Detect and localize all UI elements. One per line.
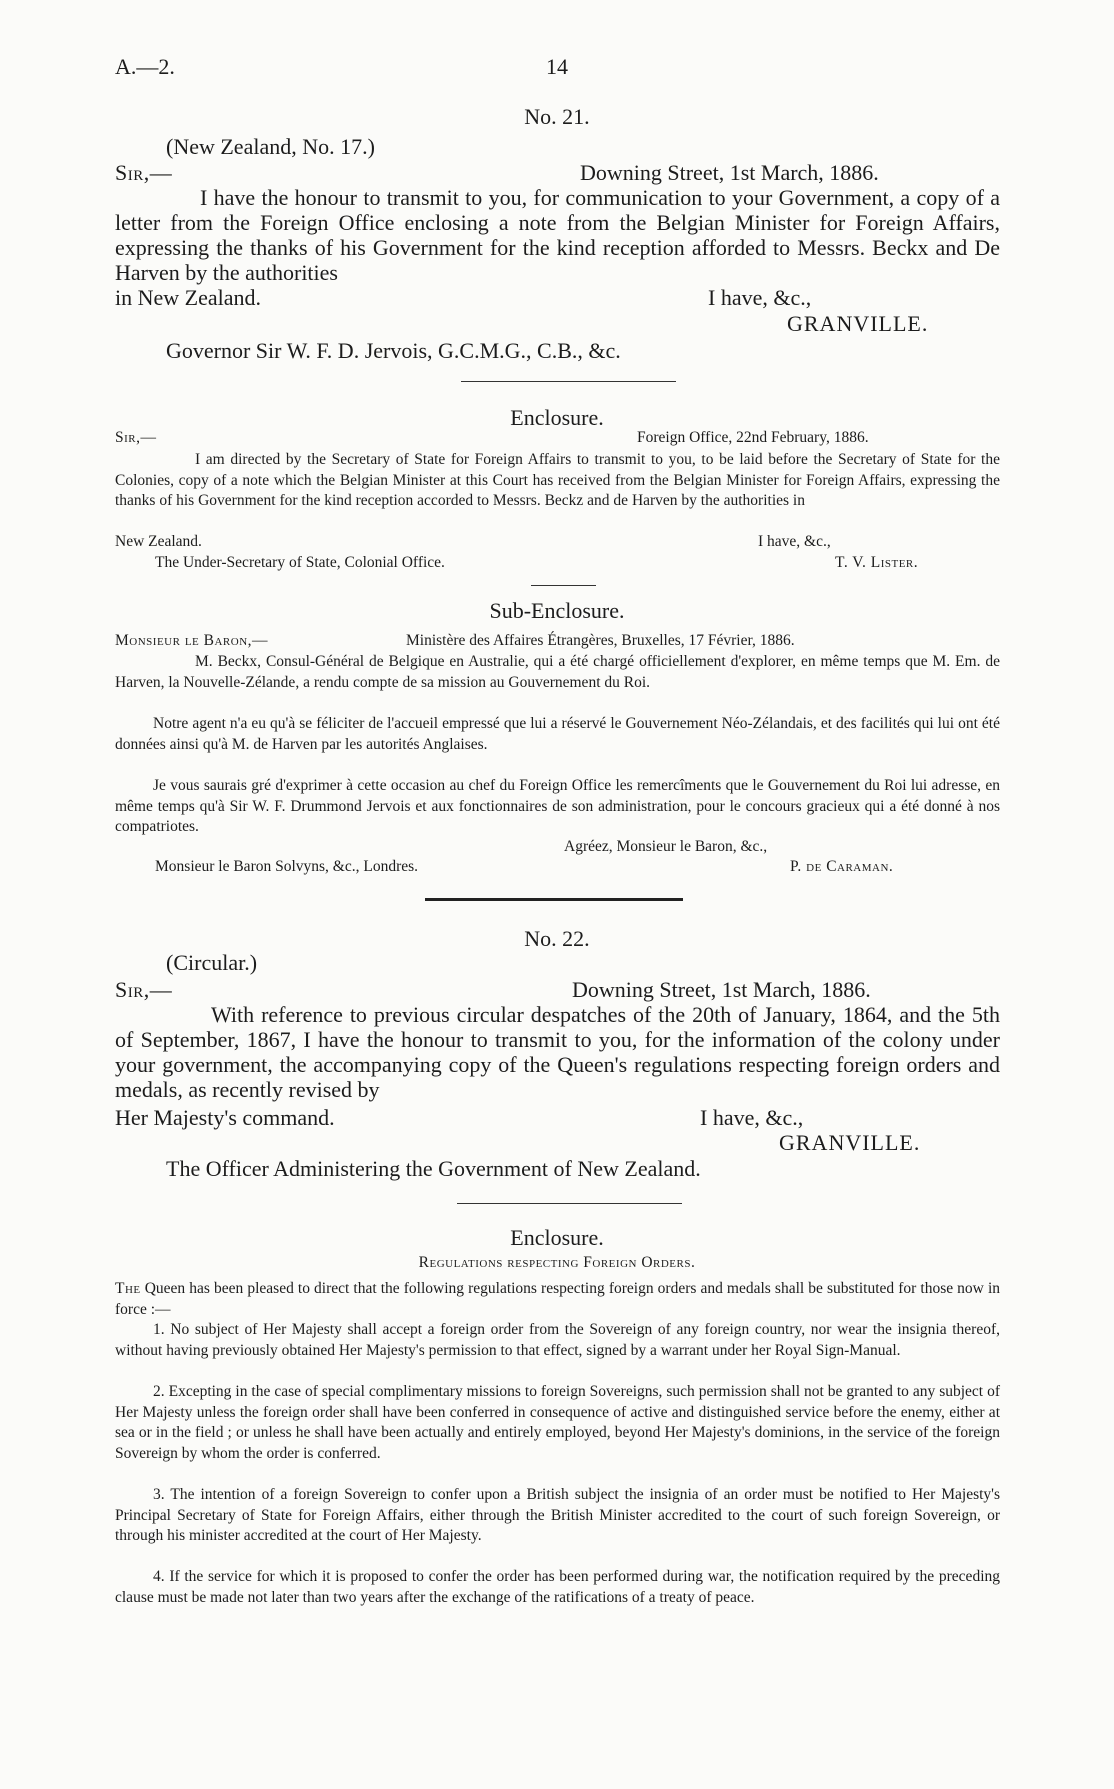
letter-22-closing: I have, &c., — [700, 1105, 804, 1130]
letter-21-signature: GRANVILLE. — [787, 311, 929, 336]
letter-21-number: No. 21. — [524, 104, 590, 129]
enclosure-1-signature: T. V. Lister. — [835, 554, 919, 571]
sub-enclosure-title: Sub-Enclosure. — [489, 598, 625, 623]
regulations-heading: Regulations respecting Foreign Orders. — [418, 1254, 696, 1271]
document-reference: A.—2. — [115, 54, 175, 79]
enclosure-2-title: Enclosure. — [510, 1225, 604, 1250]
sub-enclosure-paragraph-2: Notre agent n'a eu qu'à se féliciter de l'accueil empressé que lui a réservé le Gouvernement Néo-Zélandais, et des facilités qui lui ont été données ainsi qu'à M. de Harven par les autorités Anglaises. — [115, 715, 1000, 753]
enclosure-1-closing: I have, &c., — [758, 533, 831, 550]
letter-22-body: With reference to previous circular despatches of the 20th of January, 1864, and the 5th of September, 1867, I have the honour to transmit to you, for the information of the colony under your government, the accompanying copy of the Queen's regulations respecting foreign orders and medals, as recently revised by — [115, 1002, 1000, 1102]
sub-enclosure-salutation: Monsieur le Baron,— — [115, 632, 269, 649]
enclosure-1-dateline: Foreign Office, 22nd February, 1886. — [637, 429, 869, 446]
page-number: 14 — [546, 54, 568, 79]
regulations-intro-text: Queen has been pleased to direct that the following regulations respecting foreign orders and medals shall be substituted for those now in force :— — [115, 1280, 1001, 1318]
letter-22-salutation: Sir,— — [115, 977, 173, 1002]
letter-21-closing: I have, &c., — [708, 285, 812, 310]
letter-21-salutation: Sir,— — [115, 160, 173, 185]
sub-enclosure-dateline: Ministère des Affaires Étrangères, Bruxelles, 17 Février, 1886. — [406, 632, 795, 649]
regulation-item: 1. No subject of Her Majesty shall accept a foreign order from the Sovereign of any foreign country, nor wear the insignia thereof, without having previously obtained Her Majesty's permission to that effect, signed by a warrant under her Royal Sign-Manual. — [115, 1321, 1000, 1359]
section-divider — [461, 381, 676, 382]
thick-divider — [425, 898, 683, 901]
letter-22-subtitle: (Circular.) — [166, 950, 258, 975]
letter-21-body-last-line: in New Zealand. — [115, 285, 261, 310]
regulation-item: 2. Excepting in the case of special complimentary missions to foreign Sovereigns, such permission shall not be granted to any subject of Her Majesty unless the foreign order shall have been conferred in consequence of active and distinguished service before the enemy, either at sea or in the field ; or unless he shall have been actually and entirely employed, beyond Her Majesty's dominions, in the service of the foreign Sovereign by whom the order is conferred. — [115, 1383, 1000, 1462]
letter-21-dateline: Downing Street, 1st March, 1886. — [580, 160, 879, 185]
sub-enclosure-closing: Agréez, Monsieur le Baron, &c., — [564, 838, 768, 855]
letter-22-dateline: Downing Street, 1st March, 1886. — [572, 977, 871, 1002]
enclosure-1-body-last-line: New Zealand. — [115, 533, 202, 550]
sub-enclosure-paragraph-3: Je vous saurais gré d'exprimer à cette occasion au chef du Foreign Office les remercîments que le Gouvernement du Roi lui adresse, en même temps qu'à Sir W. F. Drummond Jervois et aux fonctionnaires de son administration, pour le concours gracieux qui a été donné à nos compatriotes. — [115, 777, 1000, 835]
regulation-item: 4. If the service for which it is proposed to confer the order has been performed during war, the notification required by the preceding clause must be made not later than two years after the exchange of the ratifications of a treaty of peace. — [115, 1568, 1000, 1606]
letter-22-number: No. 22. — [524, 926, 590, 951]
sub-enclosure-addressee: Monsieur le Baron Solvyns, &c., Londres. — [155, 858, 419, 875]
regulations-intro — [115, 1279, 1000, 1320]
letter-21-addressee: Governor Sir W. F. D. Jervois, G.C.M.G., C.B., &c. — [166, 338, 621, 363]
letter-22-body-last-line: Her Majesty's command. — [115, 1105, 335, 1130]
regulation-item: 3. The intention of a foreign Sovereign to confer upon a British subject the insignia of an order must be notified to Her Majesty's Principal Secretary of State for Foreign Affairs, either through the British Minister accredited to the court of such foreign Sovereign, or through his minister accredited at the court of Her Majesty. — [115, 1486, 1000, 1544]
letter-21-subtitle: (New Zealand, No. 17.) — [166, 134, 375, 159]
enclosure-1-addressee: The Under-Secretary of State, Colonial Office. — [155, 554, 445, 571]
sub-enclosure-paragraph-1: M. Beckx, Consul-Général de Belgique en Australie, qui a été chargé officiellement d'explorer, en même temps que M. Em. de Harven, la Nouvelle-Zélande, a rendu compte de sa mission au Gouvernement du Roi. — [115, 653, 1000, 691]
letter-22-addressee: The Officer Administering the Government of New Zealand. — [166, 1156, 701, 1181]
section-divider-2 — [457, 1203, 682, 1204]
enclosure-1-title: Enclosure. — [510, 405, 604, 430]
letter-22-signature: GRANVILLE. — [779, 1130, 921, 1155]
enclosure-1-salutation: Sir,— — [115, 429, 157, 446]
enclosure-1-body: I am directed by the Secretary of State for Foreign Affairs to transmit to you, to be laid before the Secretary of State for the Colonies, copy of a note which the Belgian Minister at this Court has received from the Belgian Minister for Foreign Affairs, expressing the thanks of his Government for the kind reception accorded to Messrs. Beckz and de Harven by the authorities in — [115, 451, 1000, 509]
short-divider — [531, 585, 596, 586]
regulations-intro-lead: The — [115, 1280, 141, 1297]
letter-21-body: I have the honour to transmit to you, for communication to your Government, a copy of a letter from the Foreign Office enclosing a note from the Belgian Minister for Foreign Affairs, expressing the thanks of his Government for the kind reception afforded to Messrs. Beckx and De Harven by the authorities — [115, 185, 1000, 285]
sub-enclosure-signature: P. de Caraman. — [790, 858, 894, 875]
